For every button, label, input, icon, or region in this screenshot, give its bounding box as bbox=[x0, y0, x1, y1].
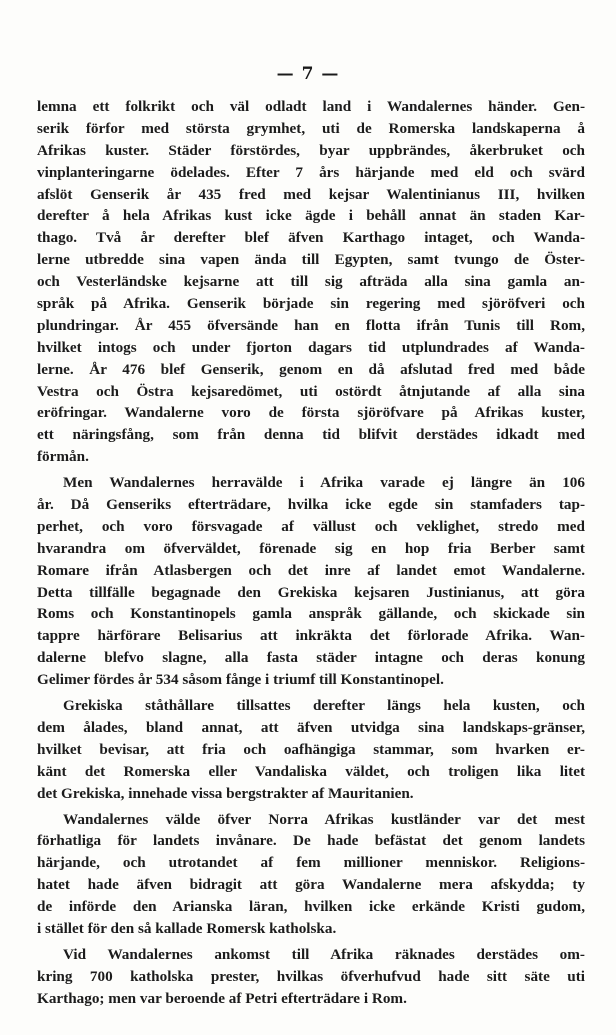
text-line: Roms och Konstantinopels gamla anspråk gällande, och skickade sin bbox=[37, 605, 585, 623]
page-number: — 7 — bbox=[276, 64, 340, 84]
paragraph bbox=[37, 809, 585, 940]
text-line: språk på Afrika. Genserik började sin regering med sjöröfveri och bbox=[37, 295, 585, 313]
text-line: ett näringsfång, som från denna tid blifvit derstädes idkadt med bbox=[37, 426, 585, 444]
text-line: och Vesterländske kejsarne att till sig afträda alla sina gamla an- bbox=[37, 273, 585, 291]
text-line: hatet hade äfven bidragit att göra Wandalerne mera afskydda; ty bbox=[37, 876, 585, 894]
text-line: vinplanteringarne ödelades. Efter 7 års härjande med eld och svärd bbox=[37, 163, 585, 181]
text-line: känt det Romerska eller Vandaliska väldet, och troligen lika litet bbox=[37, 762, 585, 780]
text-line: plundringar. År 455 öfversände han en flotta ifrån Tunis till Rom, bbox=[37, 316, 585, 334]
text-line: serik förfor med största grymhet, uti de Romerska landskaperna å bbox=[37, 119, 585, 137]
text-line: Karthago; men var beroende af Petri efterträdare i Rom. bbox=[37, 989, 407, 1007]
text-line: Detta tillfälle begagnade den Grekiska kejsaren Justinianus, att göra bbox=[37, 583, 585, 601]
text-line: lerne. År 476 blef Genserik, genom en då afslutad fred med både bbox=[37, 360, 585, 378]
text-line: Men Wandalernes herravälde i Afrika varade ej längre än 106 bbox=[63, 474, 585, 492]
text-line: härjande, och utrotandet af fem millioner menniskor. Religions- bbox=[37, 854, 585, 872]
text-line: lemna ett folkrikt och väl odladt land i Wandalernes händer. Gen- bbox=[37, 98, 585, 115]
paragraph bbox=[37, 472, 585, 691]
text-line: Gelimer fördes år 534 såsom fånge i triumf till Konstantinopel. bbox=[37, 671, 444, 689]
text-line: afslöt Genserik år 435 fred med kejsar Walentinianus III, hvilken bbox=[37, 185, 585, 203]
paragraph bbox=[37, 96, 585, 468]
text-line: lerne utbredde sina vapen ända till Egypten, samt tvungo de Öster- bbox=[37, 251, 585, 269]
text-line: Wandalernes välde öfver Norra Afrikas kustländer var det mest bbox=[63, 810, 585, 828]
paragraph bbox=[37, 695, 585, 804]
text-line: Afrikas kuster. Städer förstördes, byar uppbrändes, åkerbruket och bbox=[37, 141, 585, 159]
text-line: hvilket bevisar, att fria och oafhängiga stammar, som hvarken er- bbox=[37, 740, 585, 758]
text-line: i stället för den så kallade Romersk katholska. bbox=[37, 919, 337, 937]
text-line: tappre härförare Belisarius att inkräkta det förlorade Afrika. Wan- bbox=[37, 627, 585, 645]
text-line: dalerne blefvo slagne, alla fasta städer intagne och deras konung bbox=[37, 649, 585, 667]
text-line: Vid Wandalernes ankomst till Afrika räknades derstädes om- bbox=[63, 945, 585, 963]
text-line: perhet, och voro försvagade af vällust och veklighet, stredo med bbox=[37, 517, 585, 535]
text-line: år. Då Genseriks efterträdare, hvilka icke egde sin stamfaders tap- bbox=[37, 496, 585, 514]
text-line: förmån. bbox=[37, 448, 89, 466]
text-line: de införde den Arianska läran, hvilken icke erkände Kristi gudom, bbox=[37, 898, 585, 916]
text-line: kring 700 katholska prester, hvilkas öfverhufvud hade sitt säte uti bbox=[37, 967, 585, 985]
paragraph bbox=[37, 944, 585, 1010]
text-line: förhatliga för landets invånare. De hade befästat det genom landets bbox=[37, 832, 585, 850]
text-line: Vestra och Östra kejsaredömet, uti ostördt åtnjutande af alla sina bbox=[37, 382, 585, 400]
text-line: hvilket intogs och under fjorton dagars tid utplundrades af Wanda- bbox=[37, 338, 585, 356]
text-line: thago. Två år derefter blef äfven Karthago intaget, och Wanda- bbox=[37, 229, 585, 247]
text-line: dem ålades, bland annat, att äfven utvidga sina landskaps-gränser, bbox=[37, 718, 585, 736]
text-line: Romare ifrån Atlasbergen och det inre af landet emot Wandalerne. bbox=[37, 561, 585, 579]
body-text bbox=[37, 96, 585, 1010]
text-line: eröfringar. Wandalerne voro de första sjöröfvare på Afrikas kuster, bbox=[37, 404, 585, 422]
text-line: det Grekiska, innehade vissa bergstrakter af Mauritanien. bbox=[37, 784, 414, 802]
text-line: derefter å hela Afrikas kust icke ägde i behåll annat än staden Kar- bbox=[37, 207, 585, 225]
text-line: Grekiska ståthållare tillsattes derefter längs hela kusten, och bbox=[63, 697, 585, 715]
text-line: hvarandra om öfverväldet, förenade sig en hop fria Berber samt bbox=[37, 539, 585, 557]
